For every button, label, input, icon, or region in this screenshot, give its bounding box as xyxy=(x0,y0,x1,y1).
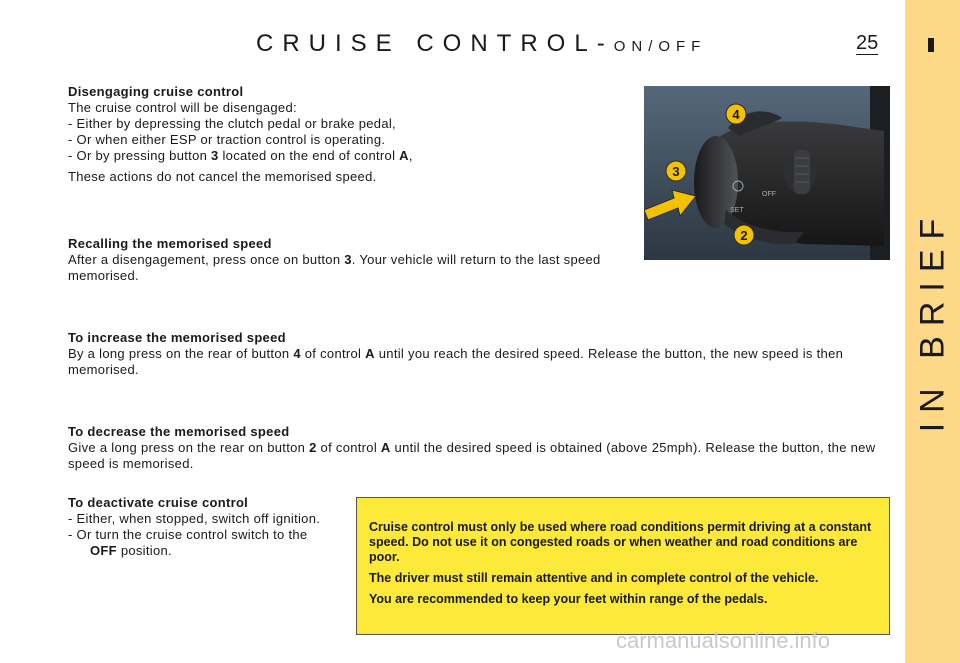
disengaging-intro: The cruise control will be disengaged: xyxy=(68,100,297,115)
svg-text:2: 2 xyxy=(740,228,748,243)
deactivate-item-1: - Either, when stopped, switch off ignition. xyxy=(68,511,321,526)
callout-3 xyxy=(666,161,686,181)
recalling-text: After a disengagement, press once on button 3. Your vehicle will return to the last speed memorised. xyxy=(68,252,601,283)
page-number: 25 xyxy=(856,32,879,54)
disengaging-item-3: - Or by pressing button 3 located on the end of control A, xyxy=(68,148,413,163)
section-deactivate xyxy=(68,495,328,559)
title-separator: - xyxy=(596,30,614,57)
title-sub: ON/OFF xyxy=(613,38,707,55)
disengaging-note: These actions do not cancel the memorised speed. xyxy=(68,169,377,184)
stalk-illustration xyxy=(644,86,890,260)
increase-text: By a long press on the rear of button 4 of control A until you reach the desired speed. Release the button, the new speed is then memorised. xyxy=(68,346,844,377)
side-tab-label-wrap xyxy=(909,208,957,432)
section-increase xyxy=(68,330,894,378)
deactivate-item-2: - Or turn the cruise control switch to the OFF position. xyxy=(68,527,308,558)
side-tab-label: IN BRIEF xyxy=(913,208,952,432)
section-recalling xyxy=(68,236,628,284)
warning-paragraph-1: Cruise control must only be used where road conditions permit driving at a constant speed. Do not use it on congested roads or when weather and road conditions are poor. xyxy=(369,520,872,564)
page-title xyxy=(256,30,706,58)
warning-paragraph-3: You are recommended to keep your feet within range of the pedals. xyxy=(369,592,768,606)
heading-deactivate: To deactivate cruise control xyxy=(68,495,249,510)
cruise-control-stalk-photo xyxy=(644,86,890,260)
side-tab xyxy=(905,0,960,663)
disengaging-item-1: - Either by depressing the clutch pedal or brake pedal, xyxy=(68,116,396,131)
svg-text:3: 3 xyxy=(672,164,680,179)
disengaging-item-2: - Or when either ESP or traction control is operating. xyxy=(68,132,386,147)
heading-recalling: Recalling the memorised speed xyxy=(68,236,272,251)
decrease-text: Give a long press on the rear on button 2 of control A until the desired speed is obtained (above 25mph). Release the button, the new speed is memorised. xyxy=(68,440,876,471)
heading-increase: To increase the memorised speed xyxy=(68,330,286,345)
stalk-label-off: OFF xyxy=(762,191,776,198)
tab-marker xyxy=(928,38,934,52)
title-main: CRUISE CONTROL xyxy=(256,30,597,57)
svg-text:4: 4 xyxy=(732,107,740,122)
warning-box xyxy=(356,497,890,635)
stalk-label-set: SET xyxy=(730,207,744,214)
callout-2 xyxy=(734,225,754,245)
heading-disengaging: Disengaging cruise control xyxy=(68,84,244,99)
heading-decrease: To decrease the memorised speed xyxy=(68,424,290,439)
warning-paragraph-2: The driver must still remain attentive and in complete control of the vehicle. xyxy=(369,571,819,585)
watermark: carmanualsonline.info xyxy=(616,628,831,653)
callout-4 xyxy=(726,104,746,124)
section-disengaging xyxy=(68,84,628,185)
section-decrease xyxy=(68,424,894,472)
